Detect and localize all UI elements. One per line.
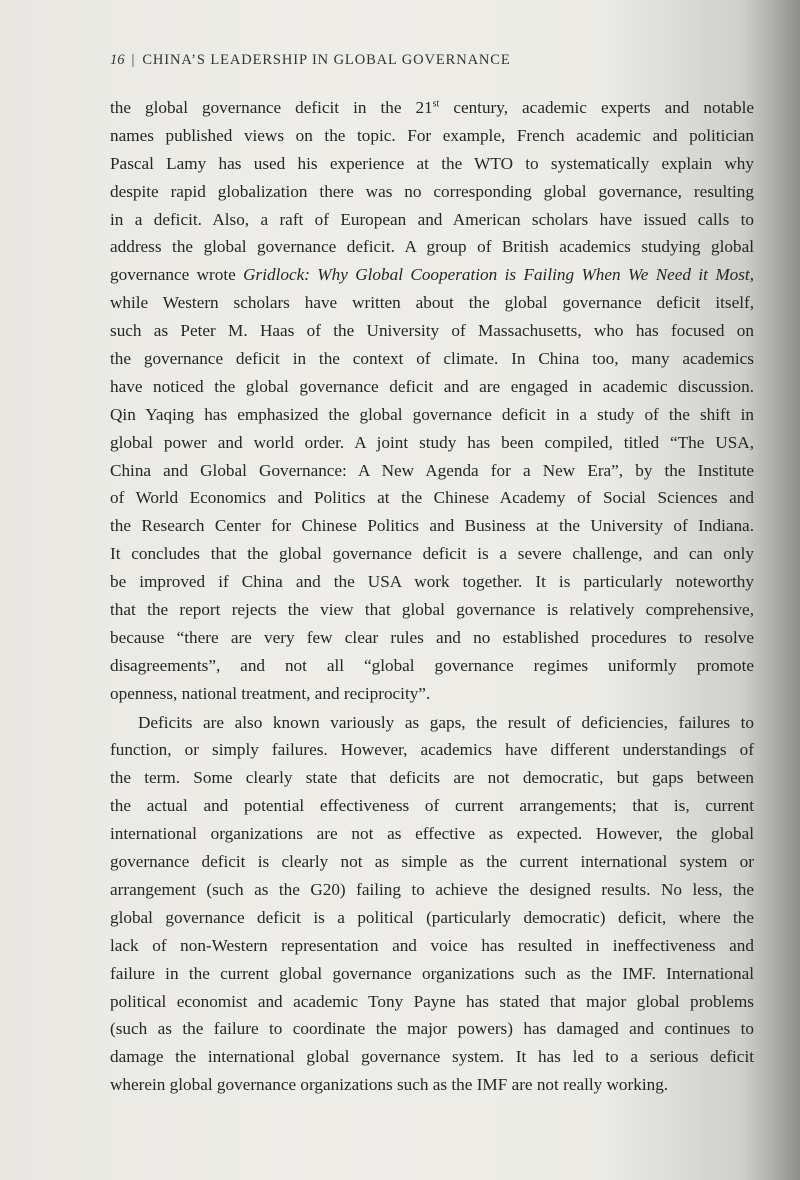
text-line — [110, 401, 754, 429]
text-segment: while Western scholars have written about the global governance deficit itself, — [110, 293, 754, 313]
text-line — [110, 233, 754, 261]
text-line — [110, 960, 754, 988]
text-line — [110, 178, 754, 206]
running-title: CHINA’S LEADERSHIP IN GLOBAL GOVERNANCE — [142, 52, 511, 68]
text-segment: damage the international global governance system. It has led to a serious deficit — [110, 1047, 754, 1067]
text-line — [110, 568, 754, 596]
text-segment: wherein global governance organizations such as the IMF are not really working. — [110, 1075, 669, 1095]
text-segment: openness, national treatment, and reciprocity”. — [110, 683, 431, 703]
text-segment: global power and world order. A joint study has been compiled, titled “The USA, — [110, 432, 754, 452]
text-line — [110, 764, 754, 792]
text-segment: address the global governance deficit. A group of British academics studying global — [110, 237, 754, 257]
text-segment: international organizations are not as effective as expected. However, the global — [110, 824, 754, 844]
text-line — [110, 289, 754, 317]
text-segment: Deficits are also known variously as gaps, the result of deficiencies, failures to — [138, 712, 754, 732]
text-line — [110, 904, 754, 932]
text-line — [110, 150, 754, 178]
text-line — [110, 624, 754, 652]
header-separator: | — [131, 52, 136, 68]
text-line — [110, 94, 754, 122]
text-line — [110, 680, 754, 708]
text-segment: Pascal Lamy has used his experience at the WTO to systematically explain why — [110, 153, 754, 173]
text-segment: names published views on the topic. For example, French academic and politician — [110, 125, 754, 145]
paragraph — [110, 709, 754, 1099]
page-number: 16 — [110, 52, 125, 68]
text-line — [110, 317, 754, 345]
text-segment: governance wrote — [110, 265, 244, 285]
text-line — [110, 1043, 754, 1071]
text-segment: It concludes that the global governance deficit is a severe challenge, and can only — [110, 544, 754, 564]
text-line — [110, 876, 754, 904]
text-segment: (such as the failure to coordinate the major powers) has damaged and continues to — [110, 1019, 754, 1039]
text-segment: Qin Yaqing has emphasized the global governance deficit in a study of the shift in — [110, 404, 754, 424]
text-line — [110, 792, 754, 820]
text-line — [110, 652, 754, 680]
text-segment: failure in the current global governance organizations such as the IMF. International — [110, 963, 754, 983]
text-line — [110, 122, 754, 150]
text-line — [110, 540, 754, 568]
text-segment: China and Global Governance: A New Agenda for a New Era”, by the Institute — [110, 460, 754, 480]
text-segment: the global governance deficit in the 21 — [110, 98, 433, 117]
text-segment: such as Peter M. Haas of the University of Massachusetts, who has focused on — [110, 321, 754, 341]
text-line — [110, 373, 754, 401]
text-segment: despite rapid globalization there was no corresponding global governance, resulting — [110, 181, 754, 201]
text-line — [110, 848, 754, 876]
text-segment: because “there are very few clear rules and no established procedures to resolve — [110, 627, 754, 647]
text-segment: the governance deficit in the context of climate. In China too, many academics — [110, 349, 754, 369]
text-line — [110, 932, 754, 960]
text-line — [110, 1071, 754, 1099]
text-segment: lack of non-Western representation and voice has resulted in ineffectiveness and — [110, 935, 754, 955]
running-header — [110, 52, 511, 69]
text-segment: function, or simply failures. However, academics have different understandings of — [110, 740, 754, 760]
text-segment: political economist and academic Tony Payne has stated that major global problems — [110, 991, 754, 1011]
text-segment: that the report rejects the view that global governance is relatively comprehensive, — [110, 600, 754, 620]
text-segment: of World Economics and Politics at the Chinese Academy of Social Sciences and — [110, 488, 754, 508]
text-segment: the term. Some clearly state that deficits are not democratic, but gaps between — [110, 768, 754, 788]
text-segment: have noticed the global governance deficit and are engaged in academic discussion. — [110, 376, 754, 396]
text-line — [110, 596, 754, 624]
text-line — [110, 484, 754, 512]
text-segment: the actual and potential effectiveness of current arrangements; that is, current — [110, 796, 754, 816]
text-segment: in a deficit. Also, a raft of European and American scholars have issued calls to — [110, 209, 754, 229]
superscript: st — [432, 98, 440, 110]
text-segment: global governance deficit is a political (particularly democratic) deficit, where the — [110, 907, 754, 927]
text-segment: , — [749, 265, 755, 285]
text-segment: governance deficit is clearly not as simple as the current international system or — [110, 852, 754, 872]
text-line — [110, 1015, 754, 1043]
text-segment: be improved if China and the USA work together. It is particularly noteworthy — [110, 572, 754, 592]
text-line — [110, 512, 754, 540]
text-line — [110, 206, 754, 234]
text-line — [110, 988, 754, 1016]
text-segment: century, academic experts and notable — [439, 98, 754, 117]
text-line — [110, 820, 754, 848]
paragraph — [110, 94, 754, 708]
italic-title: Gridlock: Why Global Cooperation is Failing When We Need it Most — [243, 265, 750, 285]
text-segment: disagreements”, and not all “global governance regimes uniformly promote — [110, 655, 754, 675]
text-line — [110, 429, 754, 457]
text-segment: the Research Center for Chinese Politics and Business at the University of Indiana. — [110, 516, 754, 536]
text-line — [110, 345, 754, 373]
text-line — [110, 457, 754, 485]
body-text — [110, 94, 754, 1099]
text-line — [110, 709, 754, 737]
text-segment: arrangement (such as the G20) failing to achieve the designed results. No less, the — [110, 879, 754, 899]
text-line — [110, 736, 754, 764]
text-line — [110, 261, 754, 289]
